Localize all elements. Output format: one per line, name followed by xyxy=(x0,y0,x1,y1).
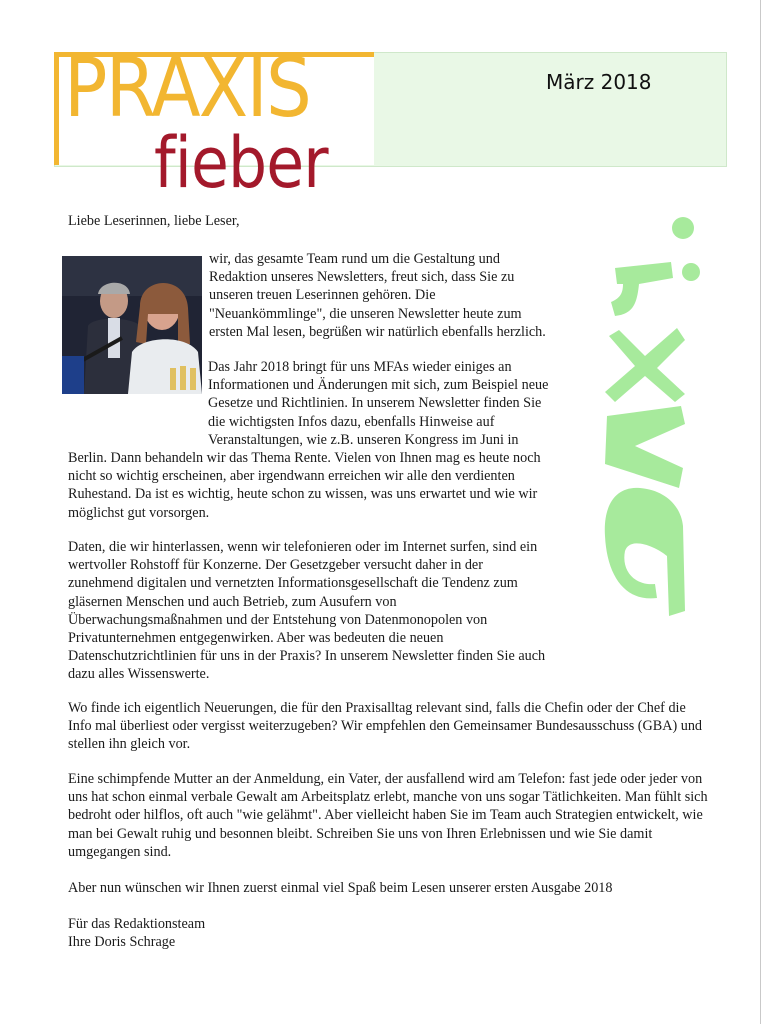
logo-praxis-text: PRAXIS xyxy=(64,41,311,136)
paragraph-intro: wir, das gesamte Team rund um die Gestaltung und Redaktion unseres Newsletters, freut sich, dass Sie zu unseren treuen Leserinnen gehören. Die "Neuankömmlinge", die unseren Newsletter heute zum ersten Mal lesen, begrüßen wir natürlich ebenfalls herzlich. xyxy=(209,251,546,340)
photo-wrap-spacer xyxy=(68,358,208,448)
paragraph-enjoy: Aber nun wünschen wir Ihnen zuerst einmal viel Spaß beim Lesen unserer ersten Ausgabe 2018 xyxy=(68,880,613,896)
paragraph-year-2018 xyxy=(68,358,558,522)
letter-greeting: Liebe Leserinnen, liebe Leser, xyxy=(68,213,240,229)
closing-line-team: Für das Redaktionsteam xyxy=(68,916,206,932)
page-edge xyxy=(760,0,770,1024)
bvkj-logo-icon xyxy=(585,206,705,626)
logo-fieber-text: fieber xyxy=(154,122,328,204)
issue-date: März 2018 xyxy=(546,70,652,94)
signature-block xyxy=(68,915,368,951)
paragraph-data-protection: Daten, die wir hinterlassen, wenn wir telefonieren oder im Internet surfen, sind ein wertvoller Rohstoff für Konzerne. Der Gesetzgeber versucht daher in der zunehmend digitalen und vernetzten Informationsgesellschaft die Tendenz zum gläsernen Menschen und auch Betrieb, zum Ausufern von Überwachungsmaßnahmen und der Entstehung von Datenmonopolen von Privatunternehmen entgegenwirken. Aber was bedeuten die neuen Datenschutzrichtlinien für uns in der Praxis? In unserem Newsletter finden Sie auch dazu alles Wissenswerte. xyxy=(68,539,546,683)
closing-line-name: Ihre Doris Schrage xyxy=(68,934,176,951)
paragraph-year-2018-text: Das Jahr 2018 bringt für uns MFAs wieder einiges an Informationen und Änderungen mit sich, zum Beispiel neue Gesetze und Richtlinien. In unserem Newsletter finden Sie die wichtigsten Infos dazu, ebenfalls Hinweise auf Veranstaltungen, wie z.B. unseren Kongress im Juni in Berlin. Dann behandeln wir das Thema Rente. Vielen von Ihnen mag es heute noch nicht so wichtig erscheinen, aber irgendwann erreichen wir alle den verdienten Ruhestand. Da ist es wichtig, heute schon zu wissen, was uns erwartet und wie wir möglichst gut vorsorgen. xyxy=(68,359,549,521)
paragraph-violence: Eine schimpfende Mutter an der Anmeldung, ein Vater, der ausfallend wird am Telefon: fast jede oder jeder von uns hat schon einmal verbale Gewalt am Arbeitsplatz erlebt, manche von uns sogar Tätlichkeiten. Man fühlt sich bedroht oder hilflos, oft auch "wie gelähmt". Aber vielleicht haben Sie im Team auch Strategien entwickelt, wie man bei Gewalt ruhig und besonnen bleibt. Schreiben Sie uns von Ihren Erlebnissen und wie Sie damit umgegangen sind. xyxy=(68,771,708,860)
paragraph-gba: Wo finde ich eigentlich Neuerungen, die für den Praxisalltag relevant sind, falls die Chefin oder der Chef die Info mal überliest oder vergisst weiterzugeben? Wir empfehlen den Gemeinsamer Bundesausschuss (GBA) und stellen ihn gleich vor. xyxy=(68,700,703,753)
